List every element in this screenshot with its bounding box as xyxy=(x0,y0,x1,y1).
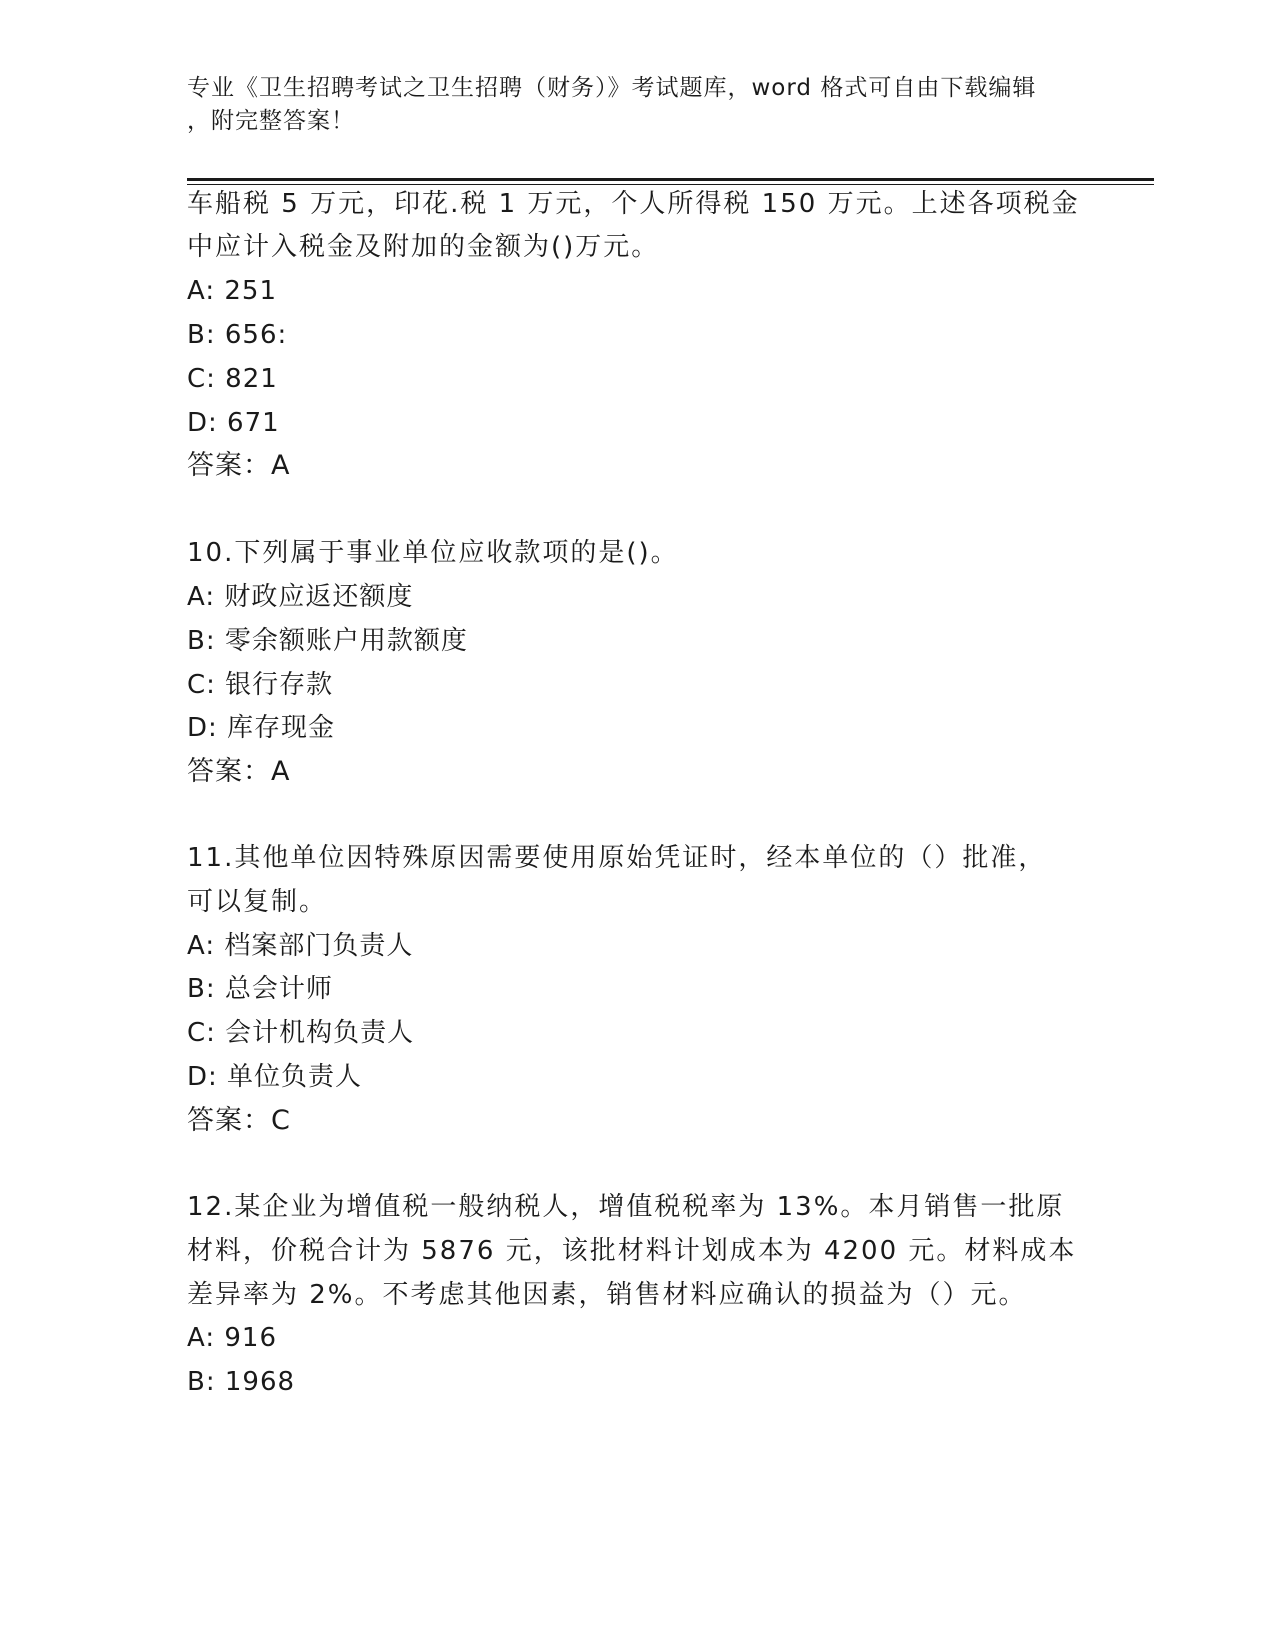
header-line-1: 专业《卫生招聘考试之卫生招聘（财务）》考试题库，word 格式可自由下载编辑 xyxy=(187,75,1037,101)
question-11-text: 11.其他单位因特殊原因需要使用原始凭证时，经本单位的（）批准， xyxy=(187,843,1047,873)
option-c: C: 821 xyxy=(187,364,278,394)
question-text-line: 中应计入税金及附加的金额为()万元。 xyxy=(187,232,660,262)
question-11-text: 可以复制。 xyxy=(187,887,328,917)
option-b: B: 总会计师 xyxy=(187,974,333,1004)
question-10-text: 10.下列属于事业单位应收款项的是()。 xyxy=(187,538,679,568)
option-a: A: 916 xyxy=(187,1323,277,1353)
option-a: A: 档案部门负责人 xyxy=(187,931,414,961)
document-header xyxy=(187,72,1067,138)
header-divider-thin xyxy=(187,184,1154,185)
option-b: B: 零余额账户用款额度 xyxy=(187,626,468,656)
option-b: B: 1968 xyxy=(187,1367,296,1397)
answer-line: 答案：C xyxy=(187,1105,291,1136)
header-divider-thick xyxy=(187,178,1154,181)
option-c: C: 银行存款 xyxy=(187,670,334,700)
option-c: C: 会计机构负责人 xyxy=(187,1018,415,1048)
header-line-2: ，附完整答案！ xyxy=(187,108,355,134)
answer-line: 答案：A xyxy=(187,450,291,481)
option-b: B: 656: xyxy=(187,320,288,350)
question-12-text: 12.某企业为增值税一般纳税人，增值税税率为 13%。本月销售一批原 xyxy=(187,1192,1065,1222)
option-d: D: 单位负责人 xyxy=(187,1062,363,1092)
option-d: D: 库存现金 xyxy=(187,713,336,743)
question-12-text: 材料，价税合计为 5876 元，该批材料计划成本为 4200 元。材料成本 xyxy=(187,1236,1077,1266)
answer-line: 答案：A xyxy=(187,756,291,787)
option-d: D: 671 xyxy=(187,408,280,438)
option-a: A: 财政应返还额度 xyxy=(187,582,414,612)
question-text-line: 车船税 5 万元，印花.税 1 万元，个人所得税 150 万元。上述各项税金 xyxy=(187,189,1080,219)
question-12-text: 差异率为 2%。不考虑其他因素，销售材料应确认的损益为（）元。 xyxy=(187,1280,1027,1310)
option-a: A: 251 xyxy=(187,276,277,306)
